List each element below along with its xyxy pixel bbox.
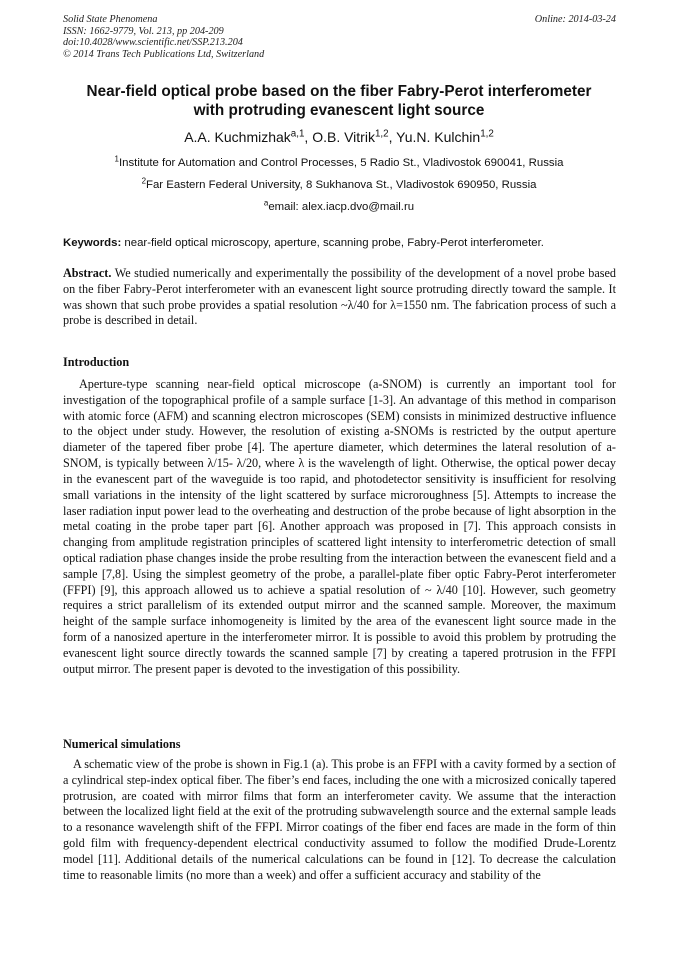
keywords xyxy=(63,236,616,250)
email-text: email: alex.iacp.dvo@mail.ru xyxy=(268,201,415,213)
affiliation-text: Far Eastern Federal University, 8 Sukhanova St., Vladivostok 690950, Russia xyxy=(146,179,537,191)
journal-header xyxy=(63,14,264,60)
keywords-text: near-field optical microscopy, aperture, scanning probe, Fabry-Perot interferometer. xyxy=(121,237,544,249)
affiliation-mark: 1 xyxy=(114,154,119,164)
contact-email xyxy=(30,200,648,214)
author-name: A.A. Kuchmizhak xyxy=(184,129,291,145)
affiliation-mark: a xyxy=(263,198,269,208)
affiliation-1 xyxy=(30,156,648,170)
section-heading-numerical-simulations: Numerical simulations xyxy=(63,737,181,751)
affiliation-mark: 2 xyxy=(141,176,146,186)
author-affiliation-mark: a,1 xyxy=(290,128,305,140)
online-date: Online: 2014-03-24 xyxy=(534,14,616,25)
paper-title xyxy=(40,82,638,120)
author-list xyxy=(30,128,648,146)
author-name: O.B. Vitrik xyxy=(312,129,375,145)
affiliation-2 xyxy=(30,178,648,192)
author-separator: , xyxy=(388,129,397,145)
abstract xyxy=(63,266,616,329)
affiliation-text: Institute for Automation and Control Processes, 5 Radio St., Vladivostok 690041, Russia xyxy=(118,157,564,169)
author-name: Yu.N. Kulchin xyxy=(396,129,481,145)
abstract-label: Abstract. xyxy=(63,266,112,280)
keywords-label: Keywords: xyxy=(63,237,122,249)
author-affiliation-mark: 1,2 xyxy=(480,128,494,140)
abstract-text: We studied numerically and experimentally the possibility of the development of a novel probe based on the fiber Fabry-Perot interferometer with an evanescent light source protruding directly toward the sample. It was shown that such probe provides a spatial resolution ~λ/40 for λ=1550 nm. The fabrication process of such a probe is described in detail. xyxy=(63,266,616,328)
journal-doi: doi:10.4028/www.scientific.net/SSP.213.204 xyxy=(63,37,243,49)
numerical-simulations-paragraph: A schematic view of the probe is shown in Fig.1 (a). This probe is an FFPI with a cavity formed by a section of a cylindrical step-index optical fiber. The fiber’s end faces, including the one with a microsized conically tapered protrusion, are coated with mirror films that form an interferometer cavity. We assume that the interaction between the localized light field at the exit of the protruding subwavelength source and the external sample leads to a resonance wavelength shift of the FFPI. Mirror coatings of the fiber end faces are made in the form of thin gold film with frequency-dependent electrical conductivity assumed to follow the modified Drude-Lorentz model [11]. Additional details of the numerical calculations can be found in [12]. To decrease the calculation time to reasonable limits (no more than a week) and offer a sufficient accuracy and stability of the xyxy=(63,757,616,882)
journal-issn: ISSN: 1662-9779, Vol. 213, pp 204-209 xyxy=(63,25,224,37)
introduction-paragraph: Aperture-type scanning near-field optical microscope (a-SNOM) is currently an important tool for investigation of the topographical profile of a sample surface [1-3]. An advantage of this method in comparison with atomic force (AFM) and scanning electron microscopes (SEM) consists in minimized destructive influence to the object under study. However, the resolution of existing a-SNOMs is restricted by the output aperture diameter of the tapered fiber probe [4]. The aperture diameter, which determines the lateral resolution of a-SNOM, is typically between λ/15- λ/20, where λ is the wavelength of light. Otherwise, the optical power decay in the evanescent part of the waveguide is too rapid, and photodetector sensitivity is insufficient for resolving small variations in the intensity of the light scattered by surface microroughness [5]. Attempts to increase the laser radiation input power lead to the overheating and destruction of the probe because of light absorption in the metal coating in the probe taper part [6]. Another approach was proposed in [7]. This approach consists in changing from amplitude registration principles of scattered light intensity to interferometric detection of small optical radiation phase changes inside the probe resulting from the interaction between the evanescent field and a sample [7,8]. Using the simplest geometry of the probe, a parallel-plate fiber optic Fabry-Perot interferometer (FFPI) [9], this approach allowed us to achieve a spatial resolution of ~ λ/40 [10]. However, such geometry requires a strict parallelism of its extended output mirror and the scanned sample. Moreover, the maximum height of the sample surface inhomogeneity is limited by the area of the evanescent light source made in the form of a nanosized aperture in the interferometer mirror. It is possible to avoid this problem by protruding the evanescent light source directly towards the scanned sample [7] by creating a tapered protrusion in the FFPI output mirror. The present paper is devoted to the investigation of this possibility. xyxy=(63,377,616,676)
journal-name: Solid State Phenomena xyxy=(63,14,158,25)
section-heading-introduction: Introduction xyxy=(63,355,130,369)
author-affiliation-mark: 1,2 xyxy=(374,128,389,140)
title-line-1: Near-field optical probe based on the fiber Fabry-Perot interferometer xyxy=(86,83,592,100)
title-line-2: with protruding evanescent light source xyxy=(193,102,485,119)
author-separator: , xyxy=(304,129,313,145)
journal-copyright: © 2014 Trans Tech Publications Ltd, Switzerland xyxy=(63,48,265,60)
